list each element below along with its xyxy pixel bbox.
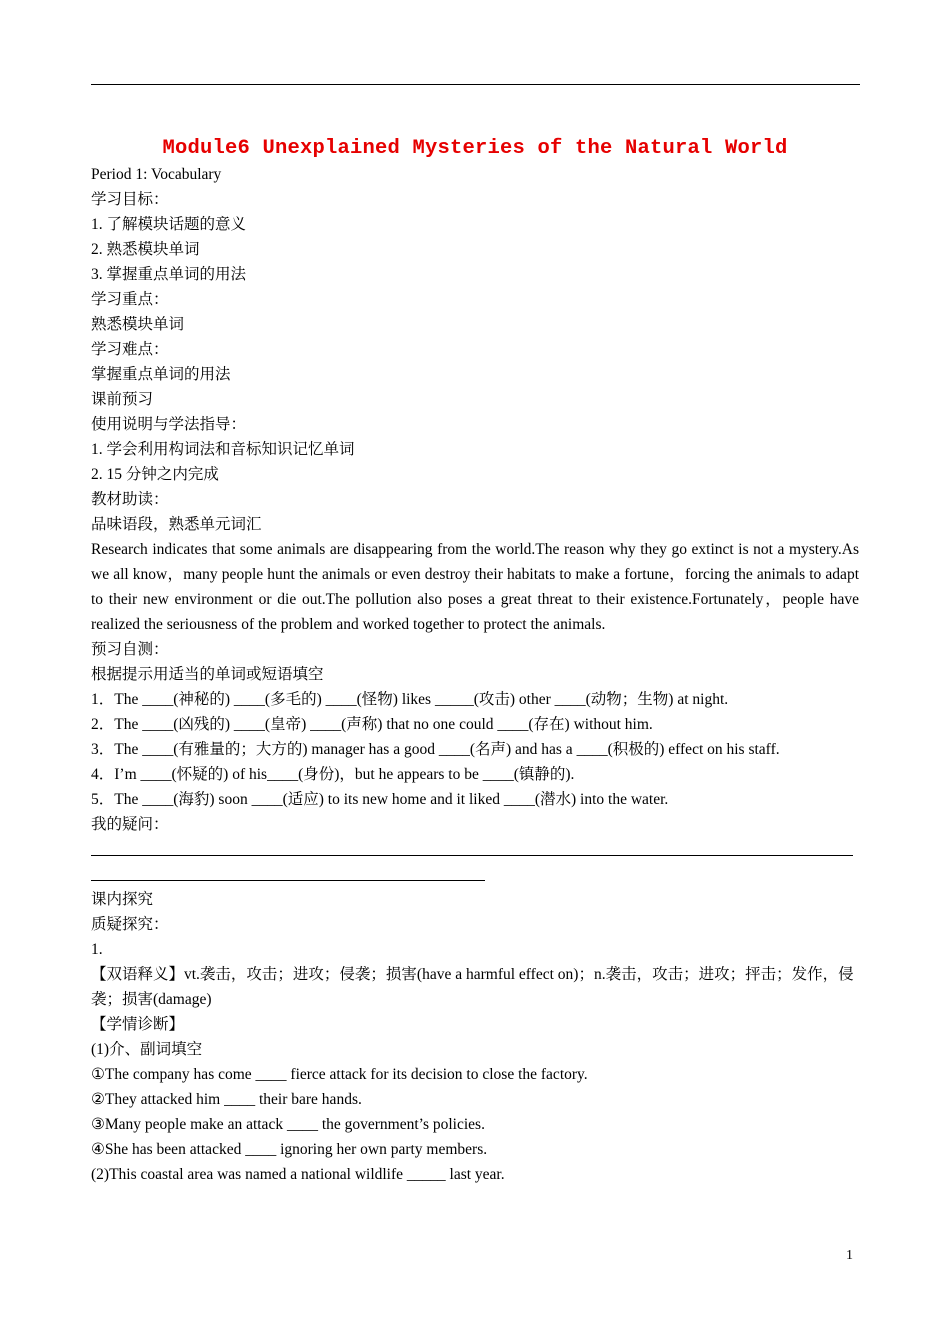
selftest-instruction: 根据提示用适当的单词或短语填空	[91, 666, 324, 683]
header-rule	[91, 84, 860, 85]
item-number: 1.	[91, 941, 103, 958]
goal-item: 1. 了解模块话题的意义	[91, 216, 247, 233]
instructions-heading: 使用说明与学法指导：	[91, 416, 247, 433]
instruction-item: 1. 学会利用构词法和音标知识记忆单词	[91, 441, 355, 458]
selftest-item: 1．The ____(神秘的) ____(多毛的) ____(怪物) likes _____(攻击) other ____(动物；生物) at night.	[91, 691, 729, 708]
exercise-item: ②They attacked him ____ their bare hands.	[91, 1091, 362, 1108]
selftest-item: 2．The ____(凶残的) ____(皇帝) ____(声称) that no one could ____(存在) without him.	[91, 716, 653, 733]
document-title: Module6 Unexplained Mysteries of the Natural World	[162, 137, 788, 160]
selftest-item: 4．I’m ____(怀疑的) of his____(身份)，but he appears to be ____(镇静的).	[91, 766, 575, 783]
focus-heading: 学习重点：	[91, 291, 169, 308]
instruction-item: 2. 15 分钟之内完成	[91, 466, 219, 483]
preview-heading: 课前预习	[91, 391, 154, 408]
selftest-item: 5．The ____(海豹) soon ____(适应) to its new home and it liked ____(潜水) into the water.	[91, 791, 669, 808]
difficulty-text: 掌握重点单词的用法	[91, 366, 231, 383]
answer-line	[91, 837, 859, 862]
focus-text: 熟悉模块单词	[91, 316, 185, 333]
exercise-item: ④She has been attacked ____ ignoring her own party members.	[91, 1141, 488, 1158]
goal-item: 2. 熟悉模块单词	[91, 241, 200, 258]
selftest-item: 3．The ____(有雅量的；大方的) manager has a good ____(名声) and has a ____(积极的) effect on his staff.	[91, 741, 780, 758]
class-heading: 课内探究	[91, 891, 154, 908]
reading-heading: 教材助读：	[91, 491, 169, 508]
goals-heading: 学习目标：	[91, 191, 169, 208]
answer-line	[91, 862, 859, 887]
reading-subheading: 品味语段，熟悉单元词汇	[91, 516, 262, 533]
diagnosis-heading: 【学情诊断】	[91, 1016, 185, 1033]
selftest-heading: 预习自测：	[91, 641, 169, 658]
exercise-item: ①The company has come ____ fierce attack for its decision to close the factory.	[91, 1066, 588, 1083]
page-number: 1	[846, 1248, 853, 1263]
difficulty-heading: 学习难点：	[91, 341, 169, 358]
exercise-heading: (1)介、副词填空	[91, 1041, 203, 1058]
bilingual-definition: 【双语释义】vt.袭击，攻击；进攻；侵袭；损害(have a harmful effect on)；n.袭击，攻击；进攻；抨击；发作，侵袭；损害(damage)	[91, 966, 854, 1008]
inquiry-heading: 质疑探究：	[91, 916, 169, 933]
goal-item: 3. 掌握重点单词的用法	[91, 266, 247, 283]
exercise-item: (2)This coastal area was named a national wildlife _____ last year.	[91, 1166, 505, 1183]
reading-paragraph: Research indicates that some animals are disappearing from the world.The reason why they go extinct is not a mystery.As we all know，many people hunt the animals or even destroy their habitats to make a fortune，forcing the animals to adapt to their new environment or die out.The pollution also poses a great threat to their existence.Fortunately，people have realized the seriousness of the problem and worked together to protect the animals.	[91, 541, 859, 633]
document-body	[91, 162, 859, 1187]
questions-heading: 我的疑问：	[91, 816, 169, 833]
exercise-item: ③Many people make an attack ____ the government’s policies.	[91, 1116, 485, 1133]
period-label: Period 1: Vocabulary	[91, 166, 222, 183]
